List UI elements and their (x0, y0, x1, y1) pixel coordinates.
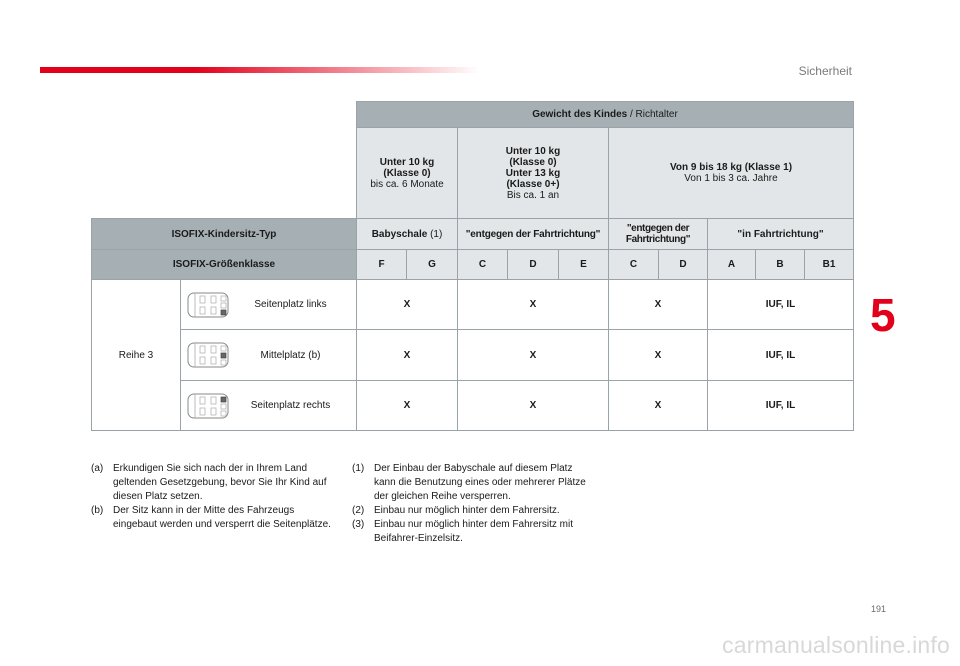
type-rearward-2: "entgegen der Fahrtrichtung" (609, 219, 708, 250)
footnote: (a) Erkundigen Sie sich nach der in Ihrem Land geltenden Gesetzgebung, bevor Sie Ihr Kind auf diesen Platz setzen. (91, 463, 327, 502)
value-cell: X (609, 330, 708, 381)
group-0-header: Unter 10 kg (Klasse 0) bis ca. 6 Monate (357, 128, 458, 219)
section-title: Sicherheit (798, 64, 852, 78)
size-cell: B (756, 250, 805, 280)
value-cell: IUF, IL (708, 330, 854, 381)
table-row (92, 330, 854, 381)
size-cell: C (458, 250, 508, 280)
size-cell: F (357, 250, 407, 280)
value-cell: IUF, IL (708, 280, 854, 330)
group-0plus-header: Unter 10 kg (Klasse 0) Unter 13 kg (Klasse 0+) Bis ca. 1 an (458, 128, 609, 219)
type-rearward-1: "entgegen der Fahrtrichtung" (458, 219, 609, 250)
footnote: (b) Der Sitz kann in der Mitte des Fahrzeugs eingebaut werden und versperrt die Seitenplätze. (91, 505, 331, 530)
size-cell: D (659, 250, 708, 280)
weight-header: Gewicht des Kindes / Richtalter (357, 102, 854, 128)
size-label: ISOFIX-Größenklasse (92, 250, 357, 280)
footnotes-right (352, 462, 592, 546)
row-label: Reihe 3 (92, 280, 181, 431)
size-cell: G (407, 250, 458, 280)
chapter-number: 5 (870, 289, 896, 341)
value-cell: X (458, 280, 609, 330)
size-cell: D (508, 250, 559, 280)
type-babyschale: Babyschale (1) (357, 219, 458, 250)
size-cell: C (609, 250, 659, 280)
table-row (92, 280, 854, 330)
page-number: 191 (870, 604, 886, 614)
seat-label: Mittelplatz (b) (260, 349, 321, 361)
seat-cell (181, 280, 357, 330)
footnotes-left (91, 462, 331, 532)
value-cell: IUF, IL (708, 381, 854, 431)
value-cell: X (458, 381, 609, 431)
size-cell: B1 (805, 250, 854, 280)
blank-corner (92, 102, 357, 219)
type-forward: "in Fahrtrichtung" (708, 219, 854, 250)
group-1-header: Von 9 bis 18 kg (Klasse 1) Von 1 bis 3 ca. Jahre (609, 128, 854, 219)
seat-label: Seitenplatz rechts (250, 400, 331, 411)
value-cell: X (458, 330, 609, 381)
size-cell: E (559, 250, 609, 280)
value-cell: X (357, 381, 458, 431)
seat-right-icon (185, 392, 231, 420)
isofix-table (91, 101, 854, 431)
value-cell: X (609, 280, 708, 330)
seat-cell (181, 381, 357, 431)
watermark: carmanualsonline.info (722, 632, 950, 658)
red-gradient-bar (40, 67, 480, 73)
footnote: (2) Einbau nur möglich hinter dem Fahrersitz. (352, 505, 560, 516)
value-cell: X (357, 280, 458, 330)
seat-cell (181, 330, 357, 381)
value-cell: X (609, 381, 708, 431)
type-label: ISOFIX-Kindersitz-Typ (92, 219, 357, 250)
seat-left-icon (185, 291, 231, 319)
seat-middle-icon (185, 341, 231, 369)
value-cell: X (357, 330, 458, 381)
size-cell: A (708, 250, 756, 280)
table-row (92, 381, 854, 431)
footnote: (3) Einbau nur möglich hinter dem Fahrersitz mit Beifahrer-Einzelsitz. (352, 519, 573, 544)
footnote: (1) Der Einbau der Babyschale auf diesem Platz kann die Benutzung eines oder mehrerer Plätze der gleichen Reihe versperren. (352, 463, 586, 502)
seat-label: Seitenplatz links (254, 299, 327, 310)
